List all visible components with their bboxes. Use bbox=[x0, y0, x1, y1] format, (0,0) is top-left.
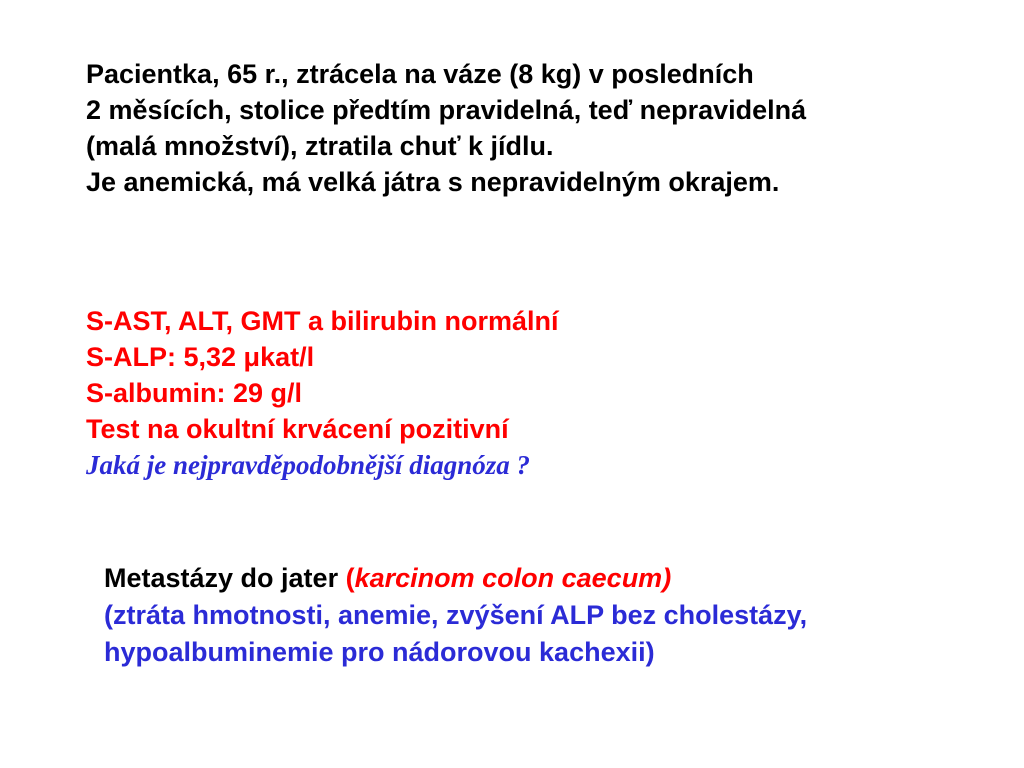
lab-results bbox=[86, 303, 559, 483]
explanation-line: (ztráta hmotnosti, anemie, zvýšení ALP bez cholestázy, bbox=[104, 600, 808, 630]
diagnosis-prefix: Metastázy do jater bbox=[104, 563, 346, 593]
diagnosis-detail: karcinom colon caecum) bbox=[354, 563, 672, 593]
case-line: Pacientka, 65 r., ztrácela na váze (8 kg) v posledních bbox=[86, 59, 754, 89]
lab-line: S-AST, ALT, GMT a bilirubin normální bbox=[86, 306, 559, 336]
case-line: Je anemická, má velká játra s nepravidelným okrajem. bbox=[86, 167, 780, 197]
answer bbox=[104, 560, 807, 671]
diagnosis-paren-open: ( bbox=[345, 563, 355, 593]
diagnosis-question: Jaká je nejpravděpodobnější diagnóza ? bbox=[86, 450, 530, 480]
case-line: 2 měsících, stolice předtím pravidelná, teď nepravidelná bbox=[86, 95, 807, 125]
lab-line: Test na okultní krvácení pozitivní bbox=[86, 414, 509, 444]
lab-line: S-albumin: 29 g/l bbox=[86, 378, 303, 408]
case-line: (malá množství), ztratila chuť k jídlu. bbox=[86, 131, 554, 161]
lab-line: S-ALP: 5,32 μkat/l bbox=[86, 342, 315, 372]
diagnosis-line bbox=[104, 560, 807, 597]
explanation-line: hypoalbuminemie pro nádorovou kachexii) bbox=[104, 637, 655, 667]
case-description bbox=[86, 56, 806, 200]
